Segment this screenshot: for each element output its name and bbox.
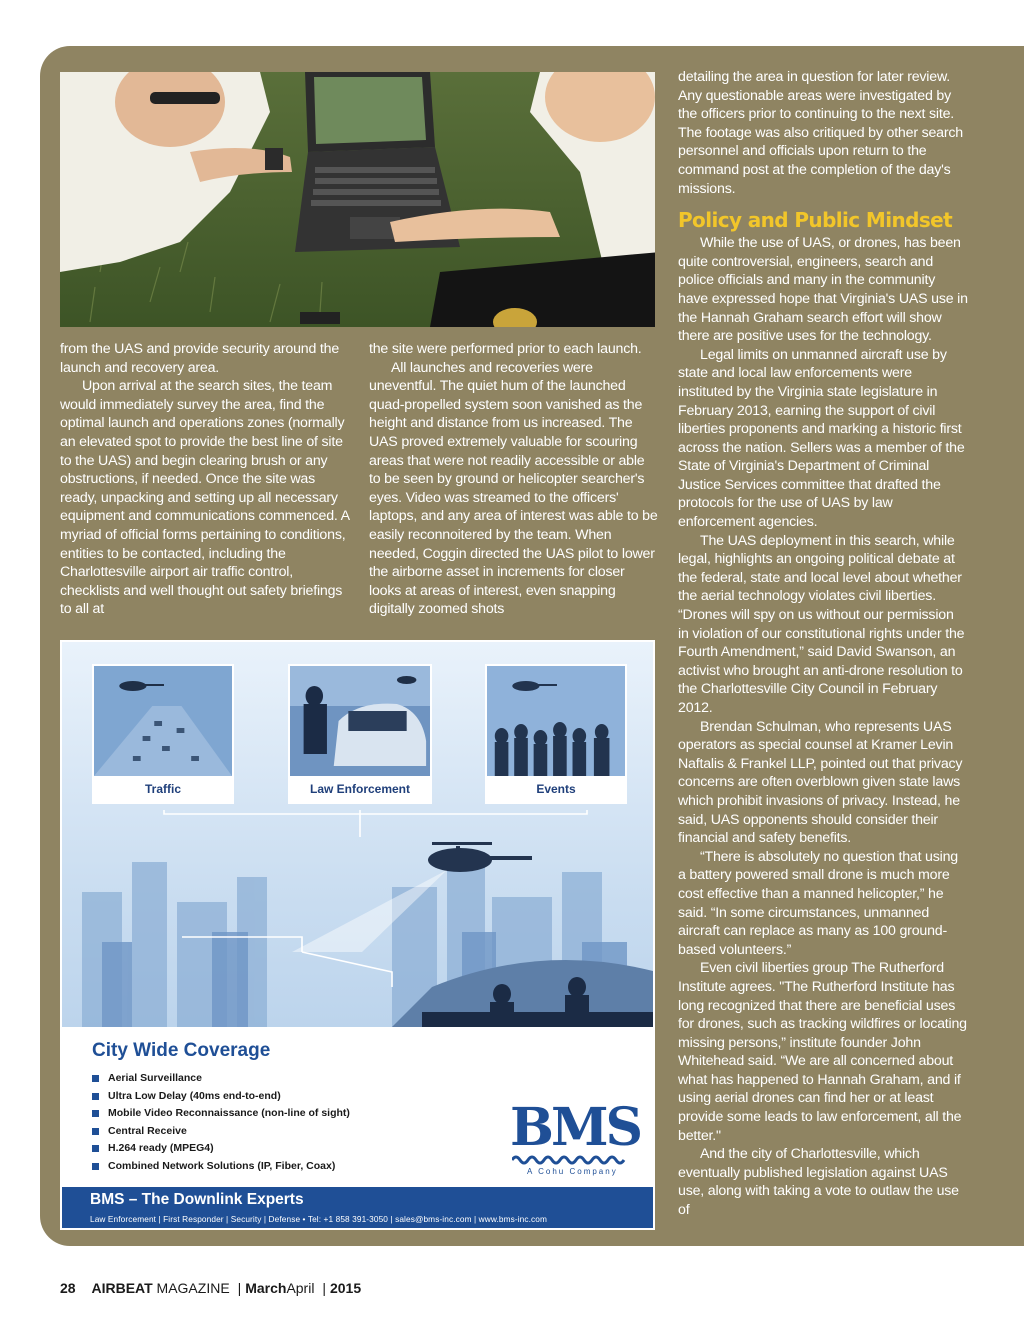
ad-panel-events bbox=[485, 664, 627, 804]
paragraph: “There is absolutely no question that using a battery powered small drone is much more cost effective than a manned helicopter,” he said. “In some circumstances, unmanned aircraft can replace as many as 100 ground-based volunteers.” bbox=[678, 848, 958, 958]
list-item: Mobile Video Reconnaissance (non-line of sight) bbox=[92, 1105, 350, 1123]
section-heading: Policy and Public Mindset bbox=[678, 208, 953, 233]
ad-title: City Wide Coverage bbox=[92, 1040, 271, 1061]
list-item: Aerial Surveillance bbox=[92, 1070, 350, 1088]
paragraph: While the use of UAS, or drones, has been quite controversial, engineers, search and police officials and many in the community have expressed hope that Virginia's UAS use in the Hannah Graham search effort will show there are positive uses for the technology. bbox=[678, 235, 968, 345]
separator: | bbox=[322, 1280, 326, 1296]
ad-panel-label: Law Enforcement bbox=[290, 776, 430, 802]
page-footer bbox=[60, 1280, 361, 1296]
issue-month-2: April bbox=[286, 1280, 315, 1296]
article-column-1 bbox=[60, 340, 350, 619]
ad-contact-bar bbox=[62, 1187, 655, 1230]
bms-logo: BMS bbox=[510, 1097, 641, 1158]
paragraph: Legal limits on unmanned aircraft use by state and local law enforcements were instituted by the Virginia state legislature in February 2013, earning the support of civil liberties proponents and marking a historic first across the nation. Sellers was a member of the State of Virginia's Department of Criminal Justice Services committee that drafted the protocols for the use of UAS by law enforcement agencies. bbox=[678, 346, 965, 531]
paragraph: the site were performed prior to each launch. bbox=[369, 341, 642, 357]
ad-panel-law-enforcement bbox=[288, 664, 432, 804]
list-item: H.264 ready (MPEG4) bbox=[92, 1140, 350, 1158]
logo-tagline: A Cohu Company bbox=[527, 1167, 618, 1176]
article-photo bbox=[60, 72, 655, 327]
ad-panel-label: Traffic bbox=[94, 776, 232, 802]
paragraph: Upon arrival at the search sites, the team would immediately survey the area, find the optimal launch and operations zones (normally an elevated spot to provide the best line of site to the UAS) and begin clearing brush or any obstructions, if needed. Once the site was ready, unpacking and setting up all necessary equipment and communications commenced. A myriad of official forms pertaining to conditions, entities to be contacted, including the Charlottesville airport air traffic control, checklists and well thought out safety briefings to all at bbox=[60, 378, 350, 618]
logo-wave-icon bbox=[512, 1154, 628, 1166]
separator: | bbox=[237, 1280, 242, 1296]
list-item: Ultra Low Delay (40ms end-to-end) bbox=[92, 1088, 350, 1106]
article-column-3 bbox=[678, 68, 968, 1220]
paragraph: The UAS deployment in this search, while legal, highlights an ongoing political debate at the federal, state and local level about whether the aerial technology violates civil liberties. “Drones will spy on us without our permission in violation of our constitutional rights under the Fourth Amendment,” said David Swanson, an activist who brought an anti-drone resolution to the Charlottesville City Council in February 2012. bbox=[678, 532, 965, 716]
bms-advertisement bbox=[60, 640, 655, 1230]
paragraph: from the UAS and provide security around the launch and recovery area. bbox=[60, 341, 340, 376]
magazine-word: MAGAZINE bbox=[156, 1280, 230, 1296]
paragraph: Brendan Schulman, who represents UAS operators as special counsel at Kramer Levin Naftalis & Frankel LLP, pointed out that privacy concerns are often overblown given state laws which prohibit invasions of privacy. Instead, he said, UAS opponents should consider their financial and safety benefits. bbox=[678, 718, 963, 847]
ad-contact-line: Law Enforcement | First Responder | Security | Defense • Tel: +1 858 391-3050 | sales@bms-inc.com | www.bms-inc.com bbox=[90, 1214, 548, 1224]
magazine-brand: AIRBEAT bbox=[91, 1280, 153, 1296]
article-column-2 bbox=[369, 340, 659, 619]
issue-month-1: March bbox=[245, 1280, 287, 1296]
paragraph: Even civil liberties group The Rutherford Institute agrees. "The Rutherford Institute has long recognized that there are beneficial uses for drones, such as tracking wildfires or locating missing persons,” institute founder John Whitehead said. “We are all concerned about what has happened to Hannah Graham, and if using aerial drones can find her or at least provide some leads to law enforcement, all the better." bbox=[678, 960, 967, 1144]
paragraph: detailing the area in question for later review. Any questionable areas were investigated by the officers prior to continuing to the next site. The footage was also critiqued by other search personnel and officials upon return to the command post at the completion of the day's missions. bbox=[678, 69, 963, 197]
list-item: Combined Network Solutions (IP, Fiber, Coax) bbox=[92, 1158, 350, 1176]
paragraph: And the city of Charlottesville, which eventually published legislation against UAS use, along with taking a vote to outlaw the use of bbox=[678, 1146, 959, 1219]
ad-panel-label: Events bbox=[487, 776, 625, 802]
page-number: 28 bbox=[60, 1280, 76, 1296]
ad-feature-list bbox=[92, 1070, 350, 1175]
issue-year: 2015 bbox=[329, 1280, 362, 1296]
ad-slogan: BMS – The Downlink Experts bbox=[90, 1191, 304, 1208]
list-item: Central Receive bbox=[92, 1123, 350, 1141]
ad-panel-traffic bbox=[92, 664, 234, 804]
paragraph: All launches and recoveries were uneventful. The quiet hum of the launched quad-propelled system soon vanished as the height and distance from us increased. The UAS proved extremely valuable for scouring areas that were not readily accessible or able to be seen by ground or helicopter searcher's eyes. Video was streamed to the officers' laptops, and any area of interest was able to be easily reconnoitered by the team. When needed, Coggin directed the UAS pilot to lower the airborne asset in increments for closer looks at areas of interest, even snapping digitally zoomed shots bbox=[369, 359, 658, 618]
